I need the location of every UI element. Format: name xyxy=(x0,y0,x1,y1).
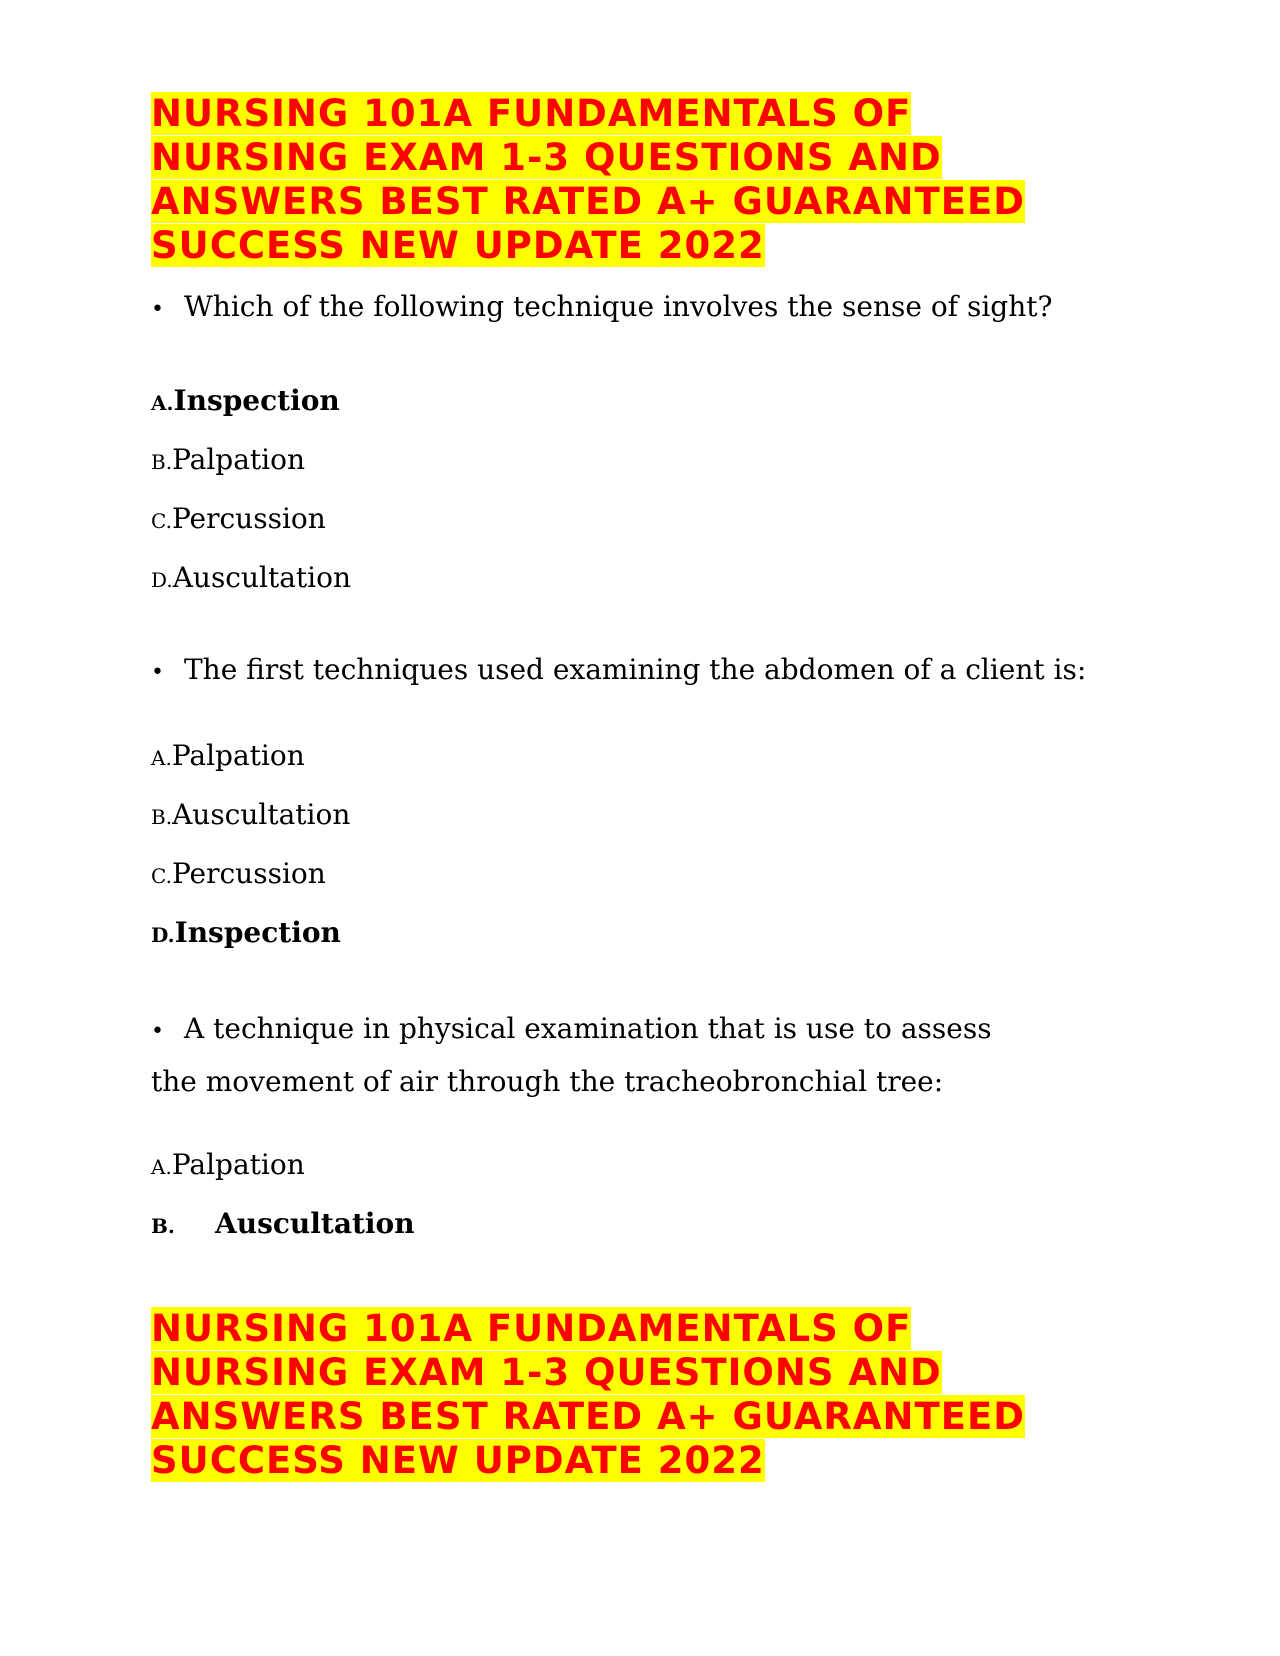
option-label: Auscultation xyxy=(172,561,352,594)
question-text xyxy=(151,645,1161,698)
bullet-icon: • xyxy=(151,297,164,322)
option-item xyxy=(151,856,1161,915)
question-label: A technique in physical examination that is use to assess xyxy=(184,1012,992,1045)
question-text xyxy=(151,1004,1161,1057)
option-letter: A. xyxy=(151,1155,172,1179)
option-letter: A. xyxy=(151,746,172,770)
option-item xyxy=(151,442,1161,501)
option-item xyxy=(151,501,1161,560)
option-label: Palpation xyxy=(171,1148,305,1181)
question-block xyxy=(151,1004,1161,1265)
option-item xyxy=(151,915,1161,974)
option-item xyxy=(151,560,1161,619)
option-letter: C. xyxy=(151,509,172,533)
option-letter: D. xyxy=(151,568,173,592)
option-item xyxy=(151,1206,1161,1265)
bullet-icon: • xyxy=(151,1019,164,1044)
option-letter: C. xyxy=(151,864,172,888)
footer-title xyxy=(151,1307,1111,1483)
option-item xyxy=(151,738,1161,797)
bullet-icon: • xyxy=(151,660,164,685)
option-letter: A. xyxy=(151,391,174,415)
question-text xyxy=(151,282,1161,335)
option-letter: B. xyxy=(151,805,173,829)
option-label: Inspection xyxy=(174,916,341,949)
option-label: Auscultation xyxy=(215,1207,415,1240)
title-highlight: NURSING 101A FUNDAMENTALS OF NURSING EXAM 1-3 QUESTIONS AND ANSWERS BEST RATED A+ GUARANTEED SUCCESS NEW UPDATE 2022 xyxy=(151,92,1025,267)
option-label: Inspection xyxy=(173,384,340,417)
document-page xyxy=(151,92,1161,1483)
option-item xyxy=(151,383,1161,442)
question-block xyxy=(151,645,1161,974)
option-item xyxy=(151,1147,1161,1206)
option-letter: D. xyxy=(151,923,175,947)
option-letter: B. xyxy=(151,1214,175,1238)
option-label: Palpation xyxy=(172,443,306,476)
option-label: Palpation xyxy=(171,739,305,772)
document-title xyxy=(151,92,1111,268)
title-highlight: NURSING 101A FUNDAMENTALS OF NURSING EXAM 1-3 QUESTIONS AND ANSWERS BEST RATED A+ GUARANTEED SUCCESS NEW UPDATE 2022 xyxy=(151,1307,1025,1482)
question-block xyxy=(151,282,1161,619)
question-continuation: the movement of air through the tracheobronchial tree: xyxy=(151,1065,944,1098)
option-label: Auscultation xyxy=(172,798,351,831)
question-label: The first techniques used examining the abdomen of a client is: xyxy=(184,653,1087,686)
option-item xyxy=(151,797,1161,856)
option-label: Percussion xyxy=(171,857,326,890)
option-label: Percussion xyxy=(171,502,326,535)
option-letter: B. xyxy=(151,450,173,474)
question-label: Which of the following technique involves the sense of sight? xyxy=(184,290,1053,323)
